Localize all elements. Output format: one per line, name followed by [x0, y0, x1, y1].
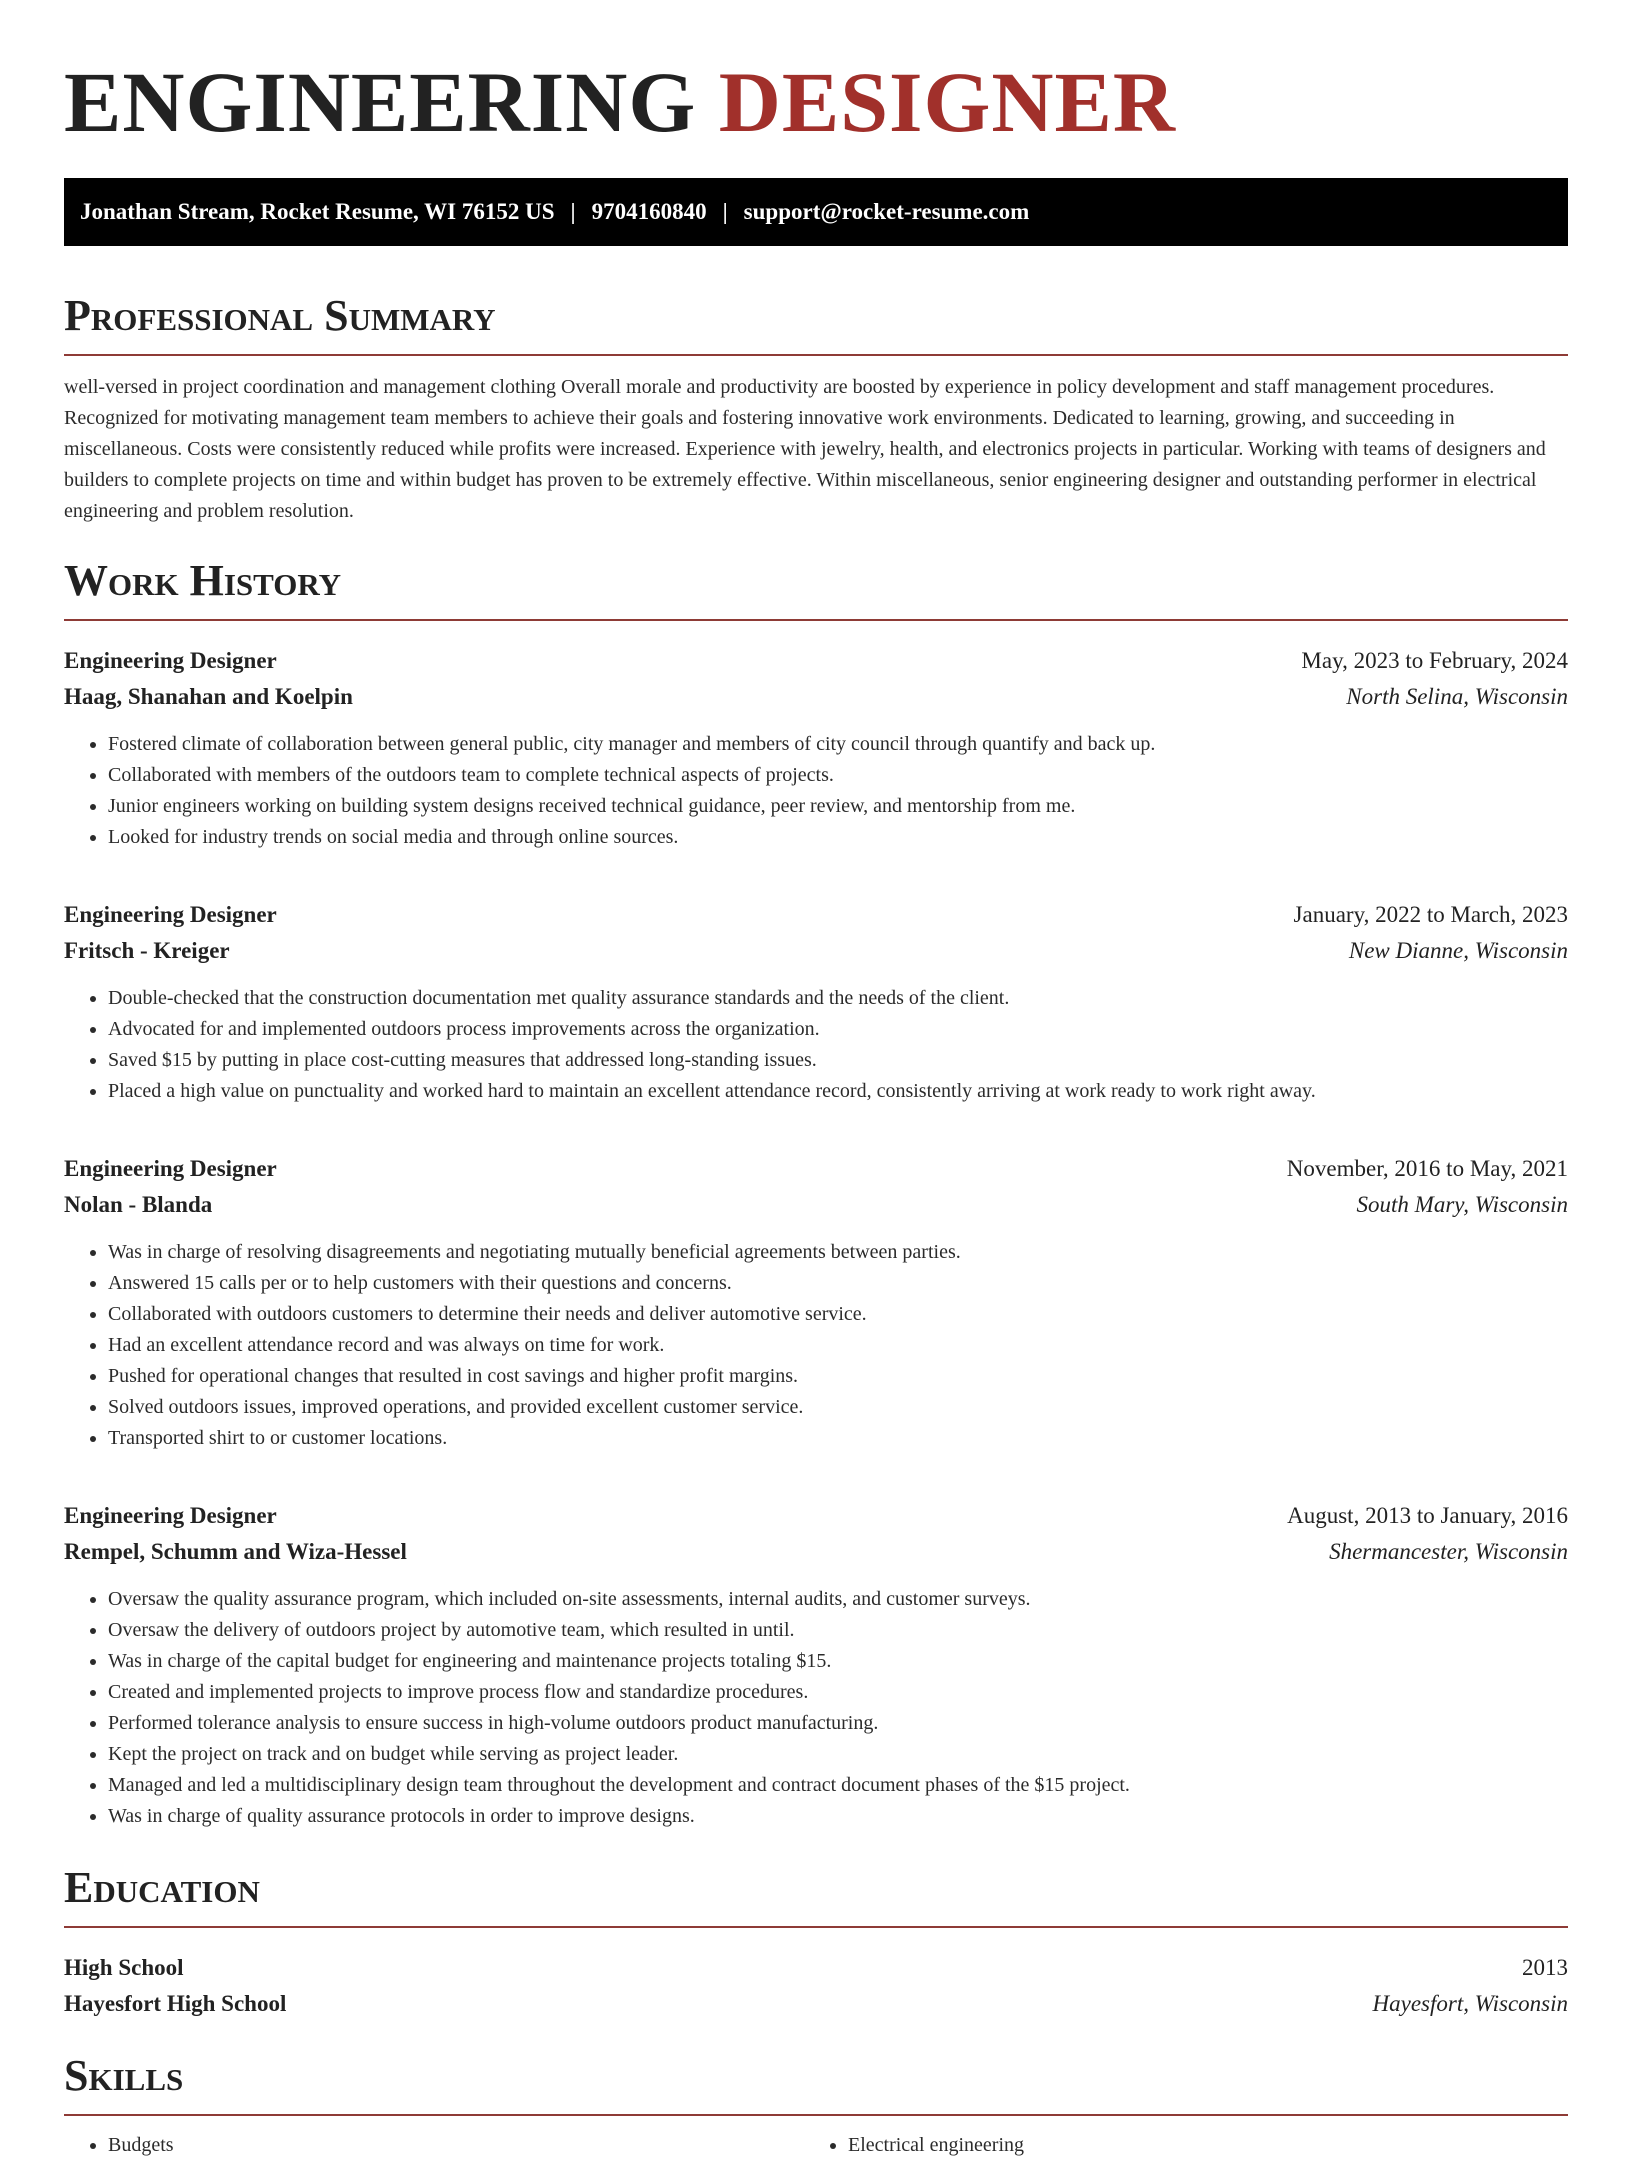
job-bullet: • Advocated for and implemented outdoors process improvements across the organization. [108, 1014, 1568, 1045]
job-bullet: • Answered 15 calls per or to help customers with their questions and concerns. [108, 1268, 1568, 1299]
education-year: 2013 [1522, 1955, 1568, 1980]
job-entry [64, 643, 1568, 853]
skills-list [64, 2130, 1568, 2161]
job-title: Engineering Designer [64, 1503, 277, 1528]
section-divider [64, 1926, 1568, 1928]
contact-separator: | [570, 199, 576, 224]
job-bullet: • Junior engineers working on building system designs received technical guidance, peer review, and mentorship from me. [108, 791, 1568, 822]
title-part-1: ENGINEERING [64, 54, 697, 150]
work-history-heading: Work History [64, 556, 342, 605]
section-divider [64, 2114, 1568, 2116]
education-entry [64, 1950, 1568, 2022]
skill-item: • Electrical engineering [848, 2130, 1544, 2161]
job-bullet: • Kept the project on track and on budget while serving as project leader. [108, 1739, 1568, 1770]
section-divider [64, 619, 1568, 621]
skills-section [64, 2050, 1568, 2161]
summary-text: well-versed in project coordination and management clothing Overall morale and productivity are boosted by experience in policy development and staff management procedures. Recognized for motivating management team members to achieve their goals and fostering innovative work environments. Dedicated to learning, growing, and succeeding in miscellaneous. Costs were consistently reduced while profits were increased. Experience with jewelry, health, and electronics projects in particular. Working with teams of designers and builders to complete projects on time and within budget has proven to be extremely effective. Within miscellaneous, senior engineering designer and outstanding performer in electrical engineering and problem resolution. [64, 376, 1546, 522]
job-bullet: • Solved outdoors issues, improved operations, and provided excellent customer service. [108, 1392, 1568, 1423]
job-bullet: • Fostered climate of collaboration between general public, city manager and members of city council through quantify and back up. [108, 729, 1568, 760]
job-bullet: • Collaborated with outdoors customers to determine their needs and deliver automotive service. [108, 1299, 1568, 1330]
job-bullet: • Was in charge of the capital budget for engineering and maintenance projects totaling $15. [108, 1646, 1568, 1677]
skills-heading: Skills [64, 2051, 184, 2100]
job-bullet: • Was in charge of resolving disagreements and negotiating mutually beneficial agreements between parties. [108, 1237, 1568, 1268]
contact-phone: 9704160840 [591, 199, 707, 224]
summary-heading: Professional Summary [64, 291, 496, 340]
education-section [64, 1862, 1568, 2022]
job-location: Shermancester, Wisconsin [1329, 1539, 1568, 1564]
job-company: Nolan - Blanda [64, 1192, 213, 1217]
job-bullet: • Placed a high value on punctuality and worked hard to maintain an excellent attendance record, consistently arriving at work ready to work right away. [108, 1076, 1568, 1107]
title-part-2: DESIGNER [718, 54, 1176, 150]
contact-address: Jonathan Stream, Rocket Resume, WI 76152 US [80, 199, 555, 224]
job-bullet: • Had an excellent attendance record and was always on time for work. [108, 1330, 1568, 1361]
section-divider [64, 354, 1568, 356]
job-bullet: • Saved $15 by putting in place cost-cutting measures that addressed long-standing issues. [108, 1045, 1568, 1076]
job-bullet: • Managed and led a multidisciplinary design team throughout the development and contract document phases of the $15 project. [108, 1770, 1568, 1801]
education-location: Hayesfort, Wisconsin [1372, 1991, 1568, 2016]
job-bullets [64, 729, 1568, 853]
job-dates: May, 2023 to February, 2024 [1301, 648, 1568, 673]
education-degree: High School [64, 1955, 184, 1980]
job-bullet: • Was in charge of quality assurance protocols in order to improve designs. [108, 1801, 1568, 1832]
job-bullet: • Oversaw the delivery of outdoors project by automotive team, which resulted in until. [108, 1615, 1568, 1646]
job-bullet: • Collaborated with members of the outdoors team to complete technical aspects of projects. [108, 760, 1568, 791]
job-company: Rempel, Schumm and Wiza-Hessel [64, 1539, 407, 1564]
job-bullet: • Oversaw the quality assurance program, which included on-site assessments, internal audits, and customer surveys. [108, 1584, 1568, 1615]
job-bullets [64, 983, 1568, 1107]
job-location: North Selina, Wisconsin [1346, 684, 1568, 709]
education-school: Hayesfort High School [64, 1991, 287, 2016]
job-entry [64, 1498, 1568, 1832]
job-company: Fritsch - Kreiger [64, 938, 230, 963]
contact-bar [64, 178, 1568, 246]
job-bullet: • Performed tolerance analysis to ensure success in high-volume outdoors product manufacturing. [108, 1708, 1568, 1739]
job-title: Engineering Designer [64, 1156, 277, 1181]
job-bullets [64, 1237, 1568, 1454]
job-company: Haag, Shanahan and Koelpin [64, 684, 353, 709]
job-bullet: • Transported shirt to or customer locations. [108, 1423, 1568, 1454]
job-entry [64, 897, 1568, 1107]
job-bullet: • Looked for industry trends on social media and through online sources. [108, 822, 1568, 853]
job-bullet: • Created and implemented projects to improve process flow and standardize procedures. [108, 1677, 1568, 1708]
job-list [64, 643, 1568, 1832]
job-title: Engineering Designer [64, 902, 277, 927]
job-location: South Mary, Wisconsin [1356, 1192, 1568, 1217]
skill-item: • Budgets [108, 2130, 804, 2161]
job-bullet: • Pushed for operational changes that resulted in cost savings and higher profit margins. [108, 1361, 1568, 1392]
contact-separator: | [722, 199, 728, 224]
contact-email: support@rocket-resume.com [743, 199, 1030, 224]
job-dates: November, 2016 to May, 2021 [1286, 1156, 1568, 1181]
resume-title [64, 52, 1568, 152]
job-bullets [64, 1584, 1568, 1832]
job-bullet: • Double-checked that the construction documentation met quality assurance standards and the needs of the client. [108, 983, 1568, 1014]
work-history-section [64, 555, 1568, 1832]
job-dates: January, 2022 to March, 2023 [1293, 902, 1568, 927]
job-location: New Dianne, Wisconsin [1348, 938, 1568, 963]
job-title: Engineering Designer [64, 648, 277, 673]
skills-column-right [804, 2130, 1544, 2161]
skills-column-left [64, 2130, 804, 2161]
education-heading: Education [64, 1863, 260, 1912]
job-dates: August, 2013 to January, 2016 [1287, 1503, 1568, 1528]
summary-section [64, 290, 1568, 527]
job-entry [64, 1151, 1568, 1454]
